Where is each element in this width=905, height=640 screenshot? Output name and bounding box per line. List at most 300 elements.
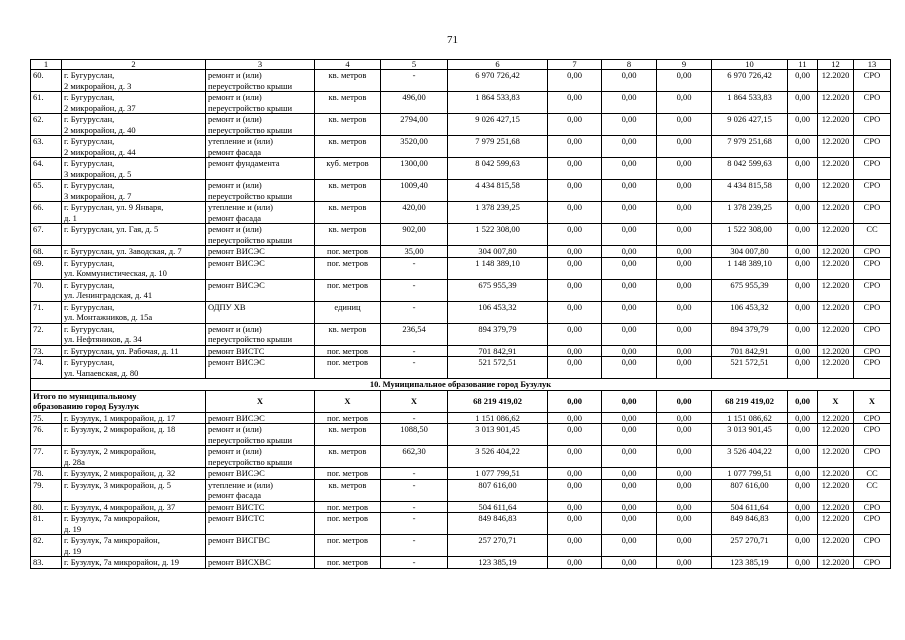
- method-cell: СРО: [854, 557, 891, 569]
- quantity-cell: -: [381, 279, 448, 301]
- quantity-cell: 3520,00: [381, 136, 448, 158]
- method-cell: СРО: [854, 513, 891, 535]
- row-number: 72.: [31, 323, 62, 345]
- col8-cell: 0,00: [602, 557, 657, 569]
- row-number: 81.: [31, 513, 62, 535]
- address-cell: г. Бугуруслан, ул. Заводская, д. 7: [62, 246, 206, 258]
- table-row: [31, 70, 891, 92]
- deadline-cell: 12.2020: [818, 136, 854, 158]
- table-row: [31, 301, 891, 323]
- total-col9: 0,00: [657, 390, 712, 412]
- deadline-cell: 12.2020: [818, 158, 854, 180]
- unit-cell: пог. метров: [315, 345, 381, 357]
- unit-cell: кв. метров: [315, 180, 381, 202]
- total-col6: 68 219 419,02: [448, 390, 548, 412]
- method-cell: СРО: [854, 70, 891, 92]
- address-cell: г. Бугуруслан, ул. Чапаевская, д. 80: [62, 357, 206, 379]
- col9-cell: 0,00: [657, 345, 712, 357]
- total-cost-cell: 1 148 389,10: [448, 257, 548, 279]
- row-number: 65.: [31, 180, 62, 202]
- col10-cell: 1 148 389,10: [712, 257, 788, 279]
- col11-cell: 0,00: [788, 468, 818, 480]
- col8-cell: 0,00: [602, 136, 657, 158]
- col10-cell: 8 042 599,63: [712, 158, 788, 180]
- method-cell: СРО: [854, 92, 891, 114]
- unit-cell: пог. метров: [315, 412, 381, 424]
- col10-cell: 1 522 308,00: [712, 224, 788, 246]
- col10-cell: 304 007,80: [712, 246, 788, 258]
- table-row: [31, 224, 891, 246]
- address-cell: г. Бузулук, 1 микрорайон, д. 17: [62, 412, 206, 424]
- quantity-cell: 662,30: [381, 446, 448, 468]
- deadline-cell: 12.2020: [818, 412, 854, 424]
- col8-cell: 0,00: [602, 357, 657, 379]
- col9-cell: 0,00: [657, 412, 712, 424]
- col10-cell: 521 572,51: [712, 357, 788, 379]
- unit-cell: пог. метров: [315, 468, 381, 480]
- unit-cell: кв. метров: [315, 424, 381, 446]
- unit-cell: пог. метров: [315, 513, 381, 535]
- col7-cell: 0,00: [548, 136, 602, 158]
- total-cost-cell: 8 042 599,63: [448, 158, 548, 180]
- col7-cell: 0,00: [548, 158, 602, 180]
- work-type-cell: ремонт и (или) переустройство крыши: [206, 446, 315, 468]
- col7-cell: 0,00: [548, 446, 602, 468]
- column-number-13: 13: [854, 60, 891, 70]
- table-row: [31, 479, 891, 501]
- method-cell: СРО: [854, 246, 891, 258]
- column-number-8: 8: [602, 60, 657, 70]
- col8-cell: 0,00: [602, 345, 657, 357]
- deadline-cell: 12.2020: [818, 92, 854, 114]
- col8-cell: 0,00: [602, 246, 657, 258]
- deadline-cell: 12.2020: [818, 513, 854, 535]
- row-number: 78.: [31, 468, 62, 480]
- table-row: [31, 501, 891, 513]
- col11-cell: 0,00: [788, 357, 818, 379]
- work-type-cell: ремонт ВИСТС: [206, 345, 315, 357]
- address-cell: г. Бузулук, 7а микрорайон, д. 19: [62, 535, 206, 557]
- quantity-cell: -: [381, 535, 448, 557]
- column-number-row: [31, 60, 891, 70]
- unit-cell: пог. метров: [315, 501, 381, 513]
- unit-cell: кв. метров: [315, 70, 381, 92]
- col9-cell: 0,00: [657, 70, 712, 92]
- column-number-7: 7: [548, 60, 602, 70]
- total-cost-cell: 504 611,64: [448, 501, 548, 513]
- deadline-cell: 12.2020: [818, 224, 854, 246]
- deadline-cell: 12.2020: [818, 70, 854, 92]
- total-col7: 0,00: [548, 390, 602, 412]
- row-number: 69.: [31, 257, 62, 279]
- col10-cell: 701 842,91: [712, 345, 788, 357]
- total-col5: Х: [381, 390, 448, 412]
- total-col8: 0,00: [602, 390, 657, 412]
- table-row: [31, 136, 891, 158]
- col10-cell: 849 846,83: [712, 513, 788, 535]
- column-number-2: 2: [62, 60, 206, 70]
- deadline-cell: 12.2020: [818, 468, 854, 480]
- total-cost-cell: 3 013 901,45: [448, 424, 548, 446]
- unit-cell: кв. метров: [315, 202, 381, 224]
- table-row: [31, 158, 891, 180]
- table-row: [31, 535, 891, 557]
- col10-cell: 4 434 815,58: [712, 180, 788, 202]
- col11-cell: 0,00: [788, 301, 818, 323]
- address-cell: г. Бузулук, 7а микрорайон, д. 19: [62, 557, 206, 569]
- column-number-12: 12: [818, 60, 854, 70]
- col9-cell: 0,00: [657, 114, 712, 136]
- quantity-cell: -: [381, 345, 448, 357]
- method-cell: СРО: [854, 136, 891, 158]
- work-type-cell: ремонт ВИСГВС: [206, 535, 315, 557]
- table-row: [31, 424, 891, 446]
- unit-cell: пог. метров: [315, 257, 381, 279]
- table-row: [31, 114, 891, 136]
- method-cell: СРО: [854, 345, 891, 357]
- quantity-cell: 420,00: [381, 202, 448, 224]
- col11-cell: 0,00: [788, 158, 818, 180]
- quantity-cell: -: [381, 301, 448, 323]
- col11-cell: 0,00: [788, 323, 818, 345]
- row-number: 64.: [31, 158, 62, 180]
- col11-cell: 0,00: [788, 557, 818, 569]
- col9-cell: 0,00: [657, 357, 712, 379]
- total-cost-cell: 1 077 799,51: [448, 468, 548, 480]
- col7-cell: 0,00: [548, 257, 602, 279]
- method-cell: СРО: [854, 279, 891, 301]
- method-cell: СС: [854, 479, 891, 501]
- quantity-cell: -: [381, 501, 448, 513]
- work-type-cell: ремонт и (или) переустройство крыши: [206, 224, 315, 246]
- address-cell: г. Бузулук, 2 микрорайон, д. 28а: [62, 446, 206, 468]
- deadline-cell: 12.2020: [818, 202, 854, 224]
- total-cost-cell: 894 379,79: [448, 323, 548, 345]
- total-cost-cell: 106 453,32: [448, 301, 548, 323]
- col10-cell: 675 955,39: [712, 279, 788, 301]
- work-type-cell: утепление и (или) ремонт фасада: [206, 479, 315, 501]
- col10-cell: 3 526 404,22: [712, 446, 788, 468]
- col9-cell: 0,00: [657, 279, 712, 301]
- deadline-cell: 12.2020: [818, 345, 854, 357]
- table-row: [31, 202, 891, 224]
- address-cell: г. Бугуруслан, ул. Гая, д. 5: [62, 224, 206, 246]
- table-row: [31, 513, 891, 535]
- unit-cell: пог. метров: [315, 535, 381, 557]
- col7-cell: 0,00: [548, 479, 602, 501]
- unit-cell: кв. метров: [315, 224, 381, 246]
- col10-cell: 1 151 086,62: [712, 412, 788, 424]
- col7-cell: 0,00: [548, 301, 602, 323]
- row-number: 60.: [31, 70, 62, 92]
- total-col11: 0,00: [788, 390, 818, 412]
- address-cell: г. Бузулук, 3 микрорайон, д. 5: [62, 479, 206, 501]
- column-number-10: 10: [712, 60, 788, 70]
- col10-cell: 1 077 799,51: [712, 468, 788, 480]
- col9-cell: 0,00: [657, 92, 712, 114]
- deadline-cell: 12.2020: [818, 357, 854, 379]
- col9-cell: 0,00: [657, 513, 712, 535]
- unit-cell: куб. метров: [315, 158, 381, 180]
- method-cell: СРО: [854, 202, 891, 224]
- quantity-cell: -: [381, 513, 448, 535]
- col9-cell: 0,00: [657, 535, 712, 557]
- col10-cell: 3 013 901,45: [712, 424, 788, 446]
- deadline-cell: 12.2020: [818, 535, 854, 557]
- col9-cell: 0,00: [657, 257, 712, 279]
- row-number: 83.: [31, 557, 62, 569]
- col8-cell: 0,00: [602, 202, 657, 224]
- table-row: [31, 357, 891, 379]
- quantity-cell: -: [381, 479, 448, 501]
- col8-cell: 0,00: [602, 158, 657, 180]
- unit-cell: кв. метров: [315, 323, 381, 345]
- col8-cell: 0,00: [602, 513, 657, 535]
- total-col10: 68 219 419,02: [712, 390, 788, 412]
- method-cell: СРО: [854, 158, 891, 180]
- total-cost-cell: 1 864 533,83: [448, 92, 548, 114]
- row-number: 73.: [31, 345, 62, 357]
- address-cell: г. Бугуруслан, 2 микрорайон, д. 37: [62, 92, 206, 114]
- section-header-row: [31, 379, 891, 391]
- col9-cell: 0,00: [657, 424, 712, 446]
- unit-cell: кв. метров: [315, 136, 381, 158]
- total-cost-cell: 701 842,91: [448, 345, 548, 357]
- row-number: 67.: [31, 224, 62, 246]
- total-label: Итого по муниципальному образованию город Бузулук: [31, 390, 206, 412]
- col7-cell: 0,00: [548, 70, 602, 92]
- work-type-cell: утепление и (или) ремонт фасада: [206, 202, 315, 224]
- address-cell: г. Бузулук, 2 микрорайон, д. 32: [62, 468, 206, 480]
- col8-cell: 0,00: [602, 180, 657, 202]
- col8-cell: 0,00: [602, 424, 657, 446]
- col10-cell: 807 616,00: [712, 479, 788, 501]
- col8-cell: 0,00: [602, 92, 657, 114]
- unit-cell: пог. метров: [315, 557, 381, 569]
- row-number: 71.: [31, 301, 62, 323]
- col11-cell: 0,00: [788, 180, 818, 202]
- col11-cell: 0,00: [788, 70, 818, 92]
- method-cell: СРО: [854, 424, 891, 446]
- col10-cell: 7 979 251,68: [712, 136, 788, 158]
- table-row: [31, 180, 891, 202]
- total-cost-cell: 6 970 726,42: [448, 70, 548, 92]
- col10-cell: 257 270,71: [712, 535, 788, 557]
- method-cell: СРО: [854, 180, 891, 202]
- method-cell: СРО: [854, 301, 891, 323]
- col10-cell: 504 611,64: [712, 501, 788, 513]
- col11-cell: 0,00: [788, 535, 818, 557]
- table-row: [31, 446, 891, 468]
- work-type-cell: ремонт и (или) переустройство крыши: [206, 180, 315, 202]
- table-row: [31, 557, 891, 569]
- quantity-cell: 236,54: [381, 323, 448, 345]
- table-row: [31, 257, 891, 279]
- table-row: [31, 246, 891, 258]
- unit-cell: единиц: [315, 301, 381, 323]
- unit-cell: кв. метров: [315, 479, 381, 501]
- col11-cell: 0,00: [788, 136, 818, 158]
- col9-cell: 0,00: [657, 479, 712, 501]
- col9-cell: 0,00: [657, 323, 712, 345]
- work-type-cell: ремонт и (или) переустройство крыши: [206, 424, 315, 446]
- work-type-cell: ремонт фундамента: [206, 158, 315, 180]
- method-cell: СС: [854, 224, 891, 246]
- deadline-cell: 12.2020: [818, 180, 854, 202]
- col10-cell: 106 453,32: [712, 301, 788, 323]
- quantity-cell: 1009,40: [381, 180, 448, 202]
- col7-cell: 0,00: [548, 180, 602, 202]
- work-type-cell: ремонт и (или) переустройство крыши: [206, 114, 315, 136]
- quantity-cell: 902,00: [381, 224, 448, 246]
- work-type-cell: ремонт ВИСЭС: [206, 246, 315, 258]
- quantity-cell: -: [381, 257, 448, 279]
- total-cost-cell: 257 270,71: [448, 535, 548, 557]
- column-number-11: 11: [788, 60, 818, 70]
- work-type-cell: ремонт и (или) переустройство крыши: [206, 70, 315, 92]
- method-cell: СРО: [854, 535, 891, 557]
- method-cell: СРО: [854, 357, 891, 379]
- col9-cell: 0,00: [657, 468, 712, 480]
- col7-cell: 0,00: [548, 468, 602, 480]
- total-col3: Х: [206, 390, 315, 412]
- col7-cell: 0,00: [548, 412, 602, 424]
- address-cell: г. Бузулук, 2 микрорайон, д. 18: [62, 424, 206, 446]
- column-number-3: 3: [206, 60, 315, 70]
- deadline-cell: 12.2020: [818, 257, 854, 279]
- col8-cell: 0,00: [602, 412, 657, 424]
- address-cell: г. Бугуруслан, ул. Ленинградская, д. 41: [62, 279, 206, 301]
- row-number: 70.: [31, 279, 62, 301]
- col7-cell: 0,00: [548, 279, 602, 301]
- work-type-cell: утепление и (или) ремонт фасада: [206, 136, 315, 158]
- column-number-1: 1: [31, 60, 62, 70]
- address-cell: г. Бугуруслан, ул. 9 Января, д. 1: [62, 202, 206, 224]
- quantity-cell: -: [381, 70, 448, 92]
- quantity-cell: 1300,00: [381, 158, 448, 180]
- total-cost-cell: 1 378 239,25: [448, 202, 548, 224]
- col9-cell: 0,00: [657, 158, 712, 180]
- col8-cell: 0,00: [602, 501, 657, 513]
- col7-cell: 0,00: [548, 345, 602, 357]
- method-cell: СРО: [854, 446, 891, 468]
- col10-cell: 1 378 239,25: [712, 202, 788, 224]
- row-number: 63.: [31, 136, 62, 158]
- col9-cell: 0,00: [657, 446, 712, 468]
- row-number: 80.: [31, 501, 62, 513]
- table-row: [31, 279, 891, 301]
- total-row: [31, 390, 891, 412]
- quantity-cell: -: [381, 557, 448, 569]
- col7-cell: 0,00: [548, 424, 602, 446]
- unit-cell: пог. метров: [315, 279, 381, 301]
- col9-cell: 0,00: [657, 501, 712, 513]
- method-cell: СС: [854, 468, 891, 480]
- row-number: 77.: [31, 446, 62, 468]
- col7-cell: 0,00: [548, 357, 602, 379]
- col10-cell: 123 385,19: [712, 557, 788, 569]
- method-cell: СРО: [854, 323, 891, 345]
- col7-cell: 0,00: [548, 535, 602, 557]
- row-number: 79.: [31, 479, 62, 501]
- work-type-cell: ремонт ВИСЭС: [206, 279, 315, 301]
- deadline-cell: 12.2020: [818, 246, 854, 258]
- total-cost-cell: 849 846,83: [448, 513, 548, 535]
- col8-cell: 0,00: [602, 224, 657, 246]
- row-number: 62.: [31, 114, 62, 136]
- total-col12: Х: [818, 390, 854, 412]
- quantity-cell: 496,00: [381, 92, 448, 114]
- col7-cell: 0,00: [548, 501, 602, 513]
- column-number-4: 4: [315, 60, 381, 70]
- address-cell: г. Бузулук, 7а микрорайон, д. 19: [62, 513, 206, 535]
- quantity-cell: 1088,50: [381, 424, 448, 446]
- col11-cell: 0,00: [788, 279, 818, 301]
- deadline-cell: 12.2020: [818, 557, 854, 569]
- total-col13: Х: [854, 390, 891, 412]
- method-cell: СРО: [854, 257, 891, 279]
- col10-cell: 6 970 726,42: [712, 70, 788, 92]
- total-cost-cell: 675 955,39: [448, 279, 548, 301]
- col7-cell: 0,00: [548, 323, 602, 345]
- work-type-cell: ремонт ВИСТС: [206, 501, 315, 513]
- col8-cell: 0,00: [602, 535, 657, 557]
- method-cell: СРО: [854, 114, 891, 136]
- deadline-cell: 12.2020: [818, 114, 854, 136]
- address-cell: г. Бугуруслан, ул. Рабочая, д. 11: [62, 345, 206, 357]
- unit-cell: кв. метров: [315, 92, 381, 114]
- col8-cell: 0,00: [602, 114, 657, 136]
- total-col4: Х: [315, 390, 381, 412]
- col7-cell: 0,00: [548, 513, 602, 535]
- col10-cell: 1 864 533,83: [712, 92, 788, 114]
- unit-cell: пог. метров: [315, 357, 381, 379]
- quantity-cell: 2794,00: [381, 114, 448, 136]
- col11-cell: 0,00: [788, 424, 818, 446]
- method-cell: СРО: [854, 501, 891, 513]
- quantity-cell: -: [381, 468, 448, 480]
- table-row: [31, 92, 891, 114]
- deadline-cell: 12.2020: [818, 301, 854, 323]
- col11-cell: 0,00: [788, 114, 818, 136]
- work-type-cell: ремонт и (или) переустройство крыши: [206, 323, 315, 345]
- deadline-cell: 12.2020: [818, 501, 854, 513]
- section-title: 10. Муниципальное образование город Бузулук: [31, 379, 891, 391]
- col11-cell: 0,00: [788, 92, 818, 114]
- unit-cell: кв. метров: [315, 114, 381, 136]
- table-row: [31, 345, 891, 357]
- col9-cell: 0,00: [657, 224, 712, 246]
- row-number: 66.: [31, 202, 62, 224]
- col8-cell: 0,00: [602, 323, 657, 345]
- total-cost-cell: 123 385,19: [448, 557, 548, 569]
- quantity-cell: -: [381, 357, 448, 379]
- col8-cell: 0,00: [602, 257, 657, 279]
- total-cost-cell: 1 151 086,62: [448, 412, 548, 424]
- col11-cell: 0,00: [788, 224, 818, 246]
- address-cell: г. Бугуруслан, ул. Монтажников, д. 15а: [62, 301, 206, 323]
- table-row: [31, 323, 891, 345]
- page-number: 71: [447, 34, 458, 46]
- work-type-cell: ремонт ВИСЭС: [206, 357, 315, 379]
- row-number: 68.: [31, 246, 62, 258]
- col11-cell: 0,00: [788, 479, 818, 501]
- col7-cell: 0,00: [548, 202, 602, 224]
- address-cell: г. Бугуруслан, 2 микрорайон, д. 3: [62, 70, 206, 92]
- col7-cell: 0,00: [548, 224, 602, 246]
- work-type-cell: ремонт ВИСЭС: [206, 468, 315, 480]
- col11-cell: 0,00: [788, 501, 818, 513]
